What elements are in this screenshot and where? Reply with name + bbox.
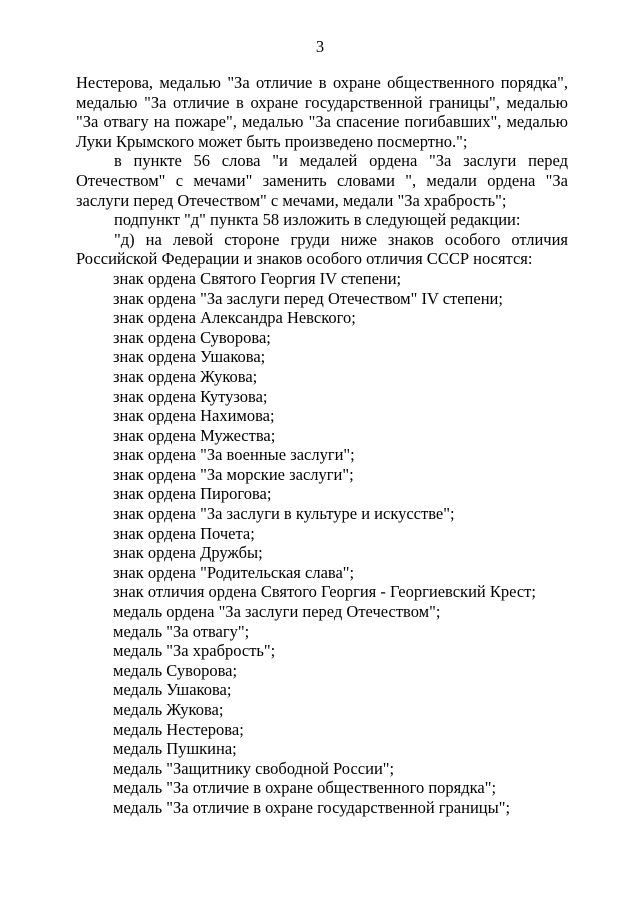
list-item: медаль "За отличие в охране общественного порядка"; [113,778,497,798]
list-item: медаль ордена "За заслуги перед Отечеством"; [113,602,441,622]
list-item: знак ордена Дружбы; [113,543,263,563]
list-item: медаль "За храбрость"; [113,641,276,661]
insignia-list [76,269,568,818]
list-item: медаль Суворова; [113,660,238,680]
document-body [76,73,568,818]
list-item: знак ордена Почета; [113,523,255,543]
list-item: знак ордена Пирогова; [113,484,272,504]
list-item: знак ордена "За заслуги перед Отечеством" IV степени; [113,288,503,308]
list-item: медаль "За отвагу"; [113,621,250,641]
list-item: знак ордена Нахимова; [113,406,275,426]
list-item: знак ордена "Родительская слава"; [113,562,355,582]
list-item: медаль "Защитнику свободной России"; [113,758,395,778]
list-item: знак ордена Святого Георгия IV степени; [113,268,402,288]
list-item: знак ордена Ушакова; [113,347,266,367]
list-item: знак ордена Мужества; [113,425,276,445]
paragraph-item-58: подпункт "д" пункта 58 изложить в следующей редакции: [114,210,521,230]
list-item: знак ордена "За заслуги в культуре и искусстве"; [113,504,455,524]
page-number: 3 [315,37,325,56]
list-item: медаль Ушакова; [113,680,232,700]
list-item: знак ордена "За военные заслуги"; [113,445,355,465]
paragraph-item-56: в пункте 56 слова "и медалей ордена "За заслуги перед Отечеством" с мечами" заменить словами ", медали ордена "За заслуги перед Отечеством" с мечами, медали "За храбрость"; [76,151,568,210]
list-item: знак ордена Суворова; [113,327,271,347]
list-item: медаль "За отличие в охране государственной границы"; [113,797,511,817]
list-item: медаль Жукова; [113,700,224,719]
list-item: знак ордена Жукова; [113,366,258,386]
list-item: знак ордена Александра Невского; [113,308,356,328]
paragraph-continuation: Нестерова, медалью "За отличие в охране общественного порядка", медалью "За отличие в охране государственной границы", медалью "За отвагу на пожаре", медалью "За спасение погибавших", медалью Луки Крымского может быть произведено посмертно."; [76,73,568,151]
list-item: медаль Нестерова; [113,719,244,739]
paragraph-subitem-d: "д) на левой стороне груди ниже знаков особого отличия Российской Федерации и знаков особого отличия СССР носятся: [76,229,568,269]
list-item: знак ордена "За морские заслуги"; [113,464,354,484]
list-item: знак отличия ордена Святого Георгия - Георгиевский Крест; [113,582,536,602]
list-item: знак ордена Кутузова; [113,386,268,406]
list-item: медаль Пушкина; [113,739,237,759]
